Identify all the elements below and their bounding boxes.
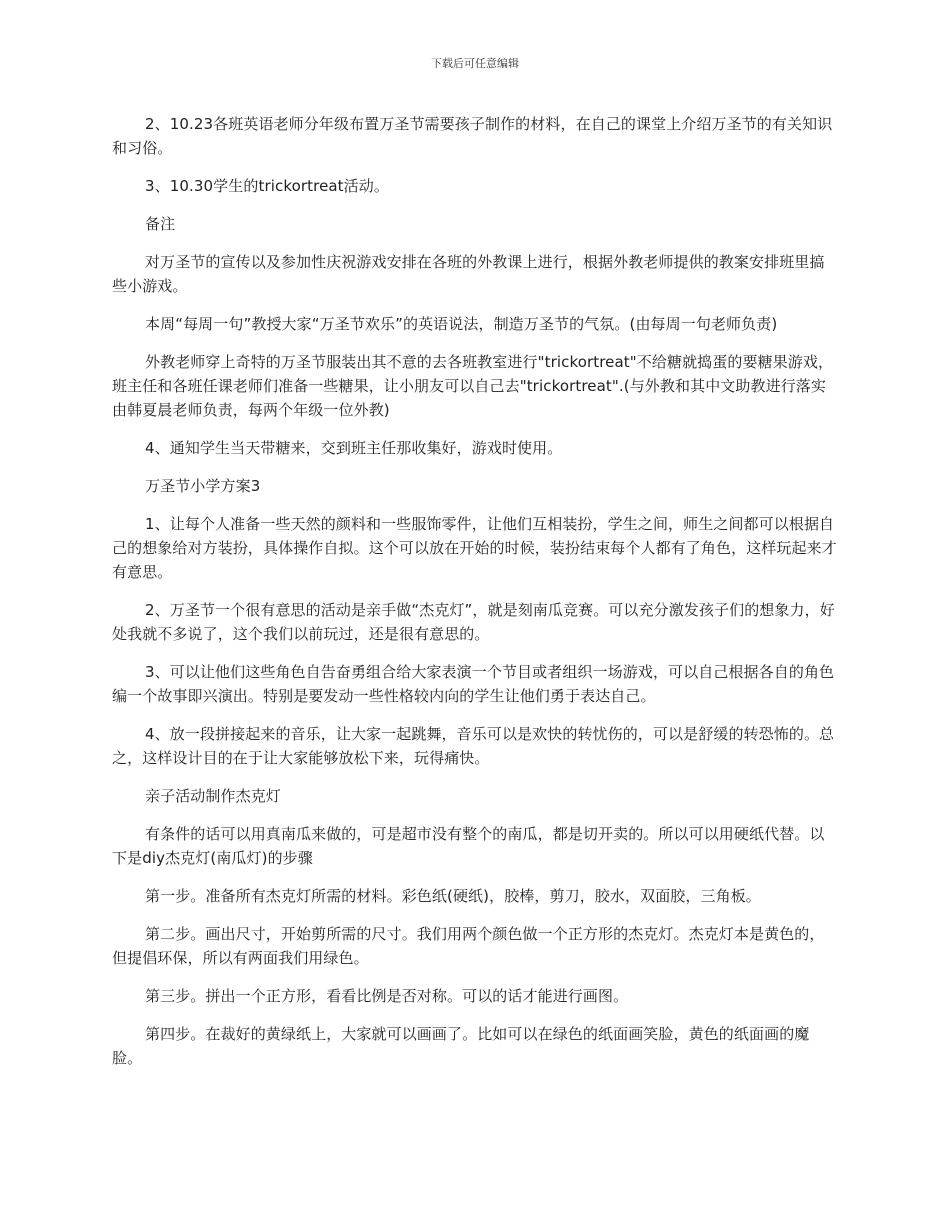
paragraph: 第二步。画出尺寸，开始剪所需的尺寸。我们用两个颜色做一个正方形的杰克灯。杰克灯本是黄色的，但提倡环保，所以有两面我们用绿色。	[112, 925, 825, 967]
paragraph: 1、让每个人准备一些天然的颜料和一些服饰零件，让他们互相装扮，学生之间，师生之间都可以根据自己的想象给对方装扮，具体操作自拟。这个可以放在开始的时候，装扮结束每个人都有了角色，这样玩起来才有意思。	[112, 515, 837, 581]
paragraph: 第一步。准备所有杰克灯所需的材料。彩色纸(硬纸)，胶棒，剪刀，胶水，双面胶，三角板。	[145, 887, 761, 905]
document-body	[112, 112, 839, 1084]
paragraph-heading: 亲子活动制作杰克灯	[145, 787, 281, 805]
paragraph: 第四步。在裁好的黄绿纸上，大家就可以画画了。比如可以在绿色的纸面画笑脸，黄色的纸面画的魔脸。	[112, 1025, 810, 1067]
page-header: 下载后可任意编辑	[431, 57, 519, 70]
paragraph: 外教老师穿上奇特的万圣节服装出其不意的去各班教室进行"trickortreat"不给糖就捣蛋的要糖果游戏，班主任和各班任课老师们准备一些糖果，让小朋友可以自己去"trickortreat".(与外教和其中文助教进行落实由韩夏晨老师负责，每两个年级一位外教)	[112, 353, 834, 419]
paragraph: 有条件的话可以用真南瓜来做的，可是超市没有整个的南瓜，都是切开卖的。所以可以用硬纸代替。以下是diy杰克灯(南瓜灯)的步骤	[112, 825, 825, 867]
paragraph: 4、放一段拼接起来的音乐，让大家一起跳舞，音乐可以是欢快的转忧伤的，可以是舒缓的转恐怖的。总之，这样设计目的在于让大家能够放松下来，玩得痛快。	[112, 725, 835, 767]
paragraph: 3、可以让他们这些角色自告奋勇组合给大家表演一个节目或者组织一场游戏，可以自己根据各自的角色编一个故事即兴演出。特别是要发动一些性格较内向的学生让他们勇于表达自己。	[112, 663, 835, 705]
paragraph: 2、万圣节一个很有意思的活动是亲手做“杰克灯”，就是刻南瓜竞赛。可以充分激发孩子们的想象力，好处我就不多说了，这个我们以前玩过，还是很有意思的。	[112, 601, 835, 643]
paragraph: 3、10.30学生的trickortreat活动。	[145, 177, 389, 195]
paragraph: 对万圣节的宣传以及参加性庆祝游戏安排在各班的外教课上进行，根据外教老师提供的教案安排班里搞些小游戏。	[112, 253, 825, 295]
paragraph: 4、通知学生当天带糖来，交到班主任那收集好，游戏时使用。	[145, 439, 563, 457]
paragraph: 2、10.23各班英语老师分年级布置万圣节需要孩子制作的材料，在自己的课堂上介绍万圣节的有关知识和习俗。	[112, 115, 833, 157]
paragraph-heading: 备注	[145, 215, 176, 233]
paragraph-heading: 万圣节小学方案3	[145, 477, 261, 495]
paragraph: 第三步。拼出一个正方形，看看比例是否对称。可以的话才能进行画图。	[145, 987, 629, 1005]
paragraph: 本周“每周一句”教授大家“万圣节欢乐”的英语说法，制造万圣节的气氛。(由每周一句老师负责)	[145, 315, 778, 333]
